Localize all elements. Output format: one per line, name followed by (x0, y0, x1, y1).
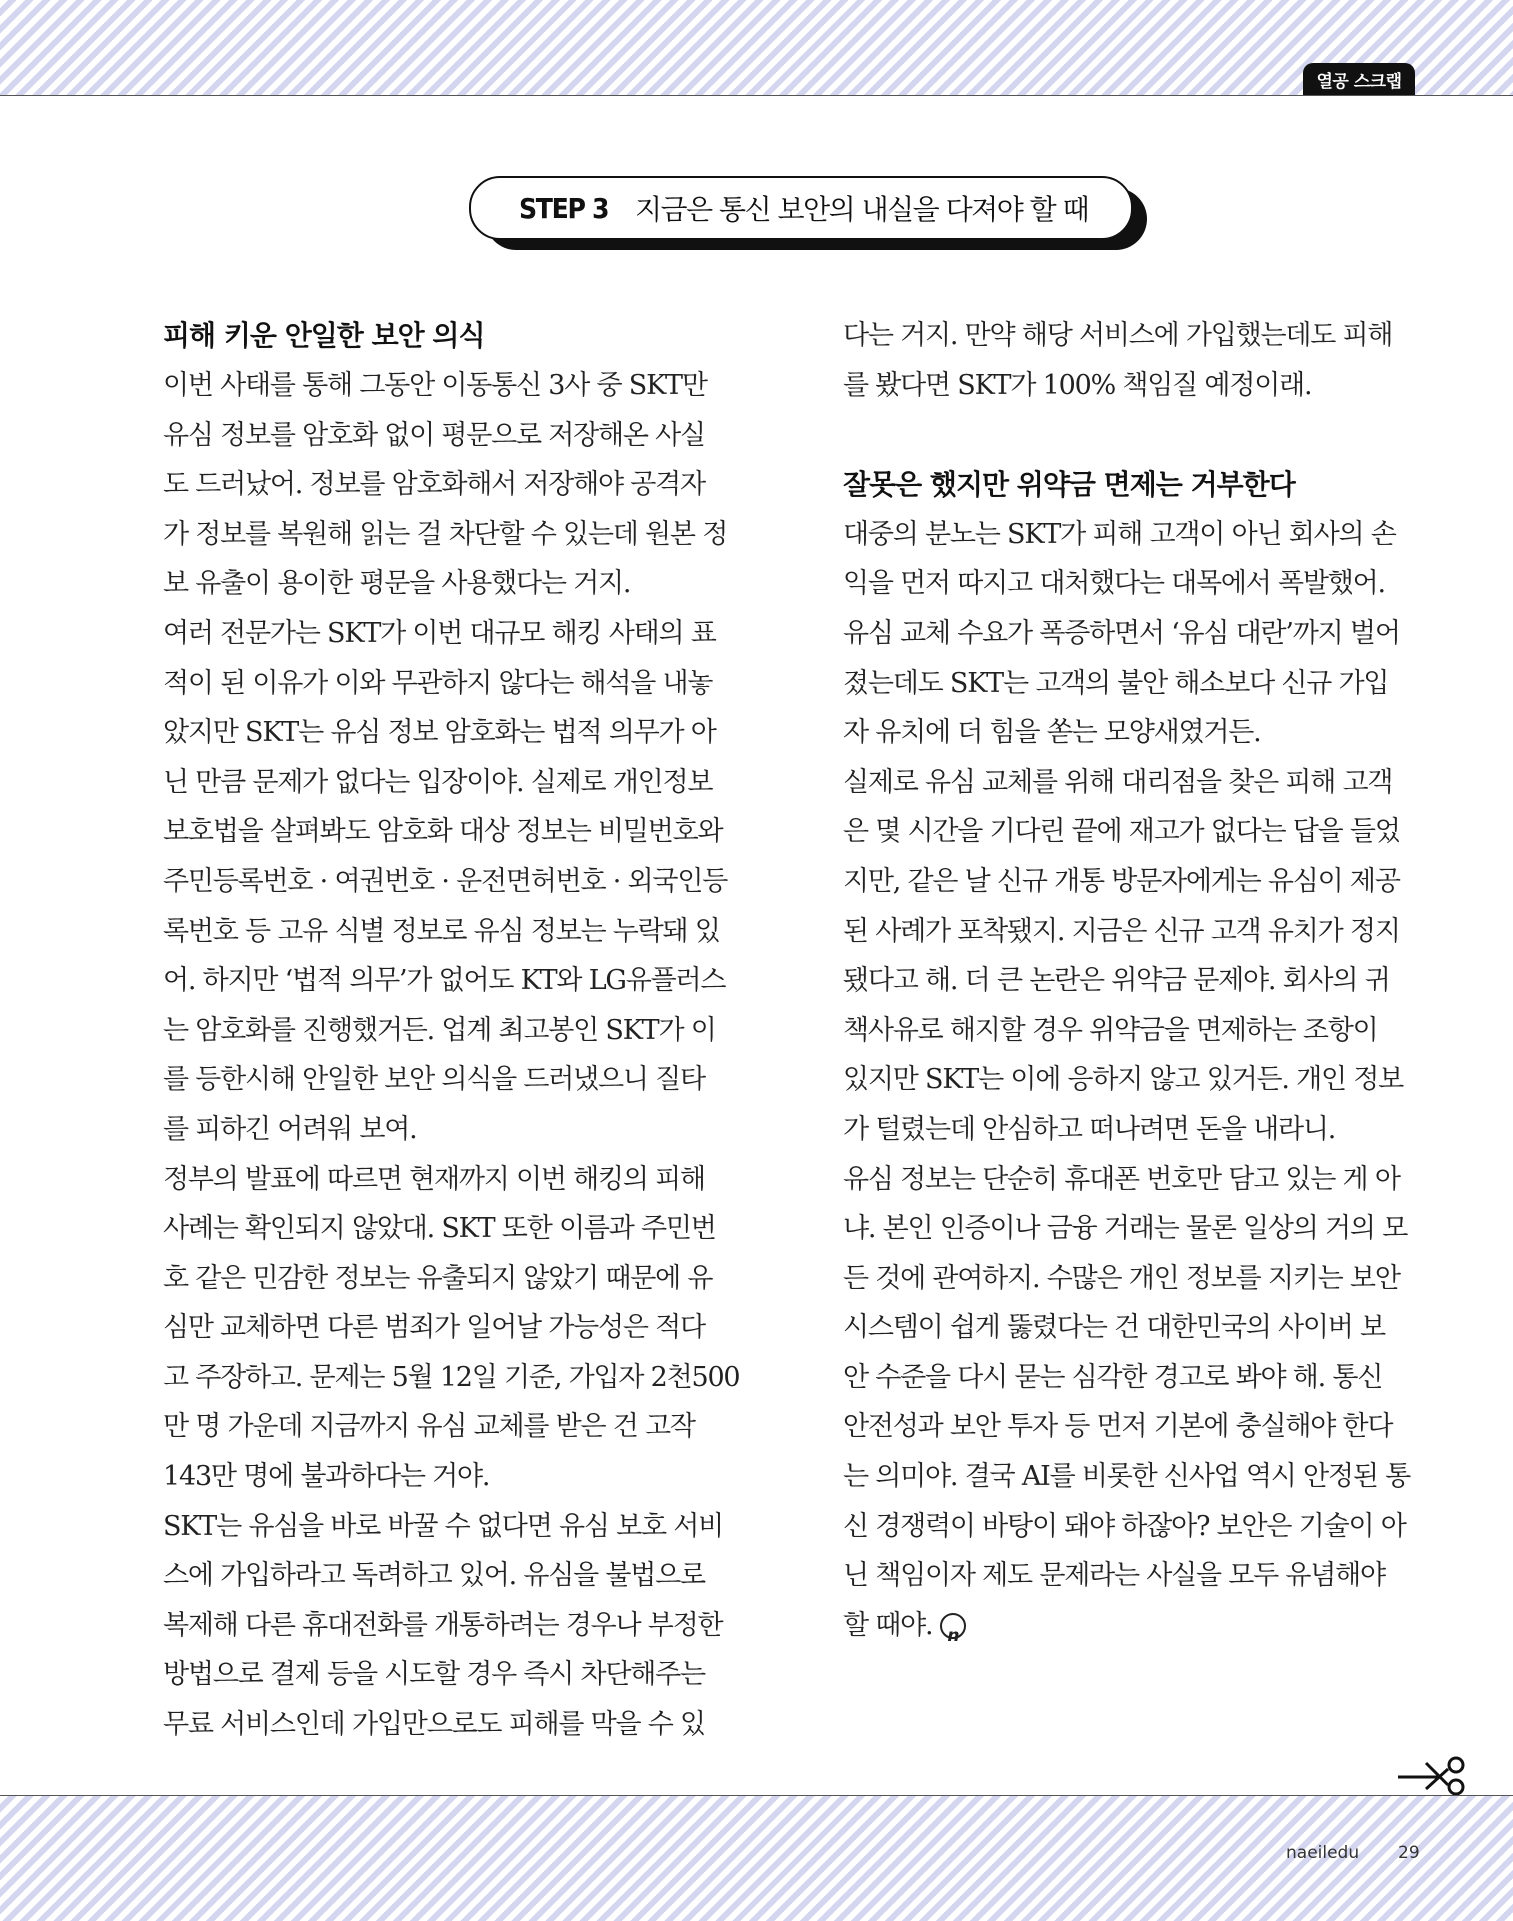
body-line: 신 경쟁력이 바탕이 돼야 하잖아? 보안은 기술이 아 (843, 1510, 1406, 1542)
closing-text: 할 때야. (843, 1609, 933, 1641)
section-heading: 잘못은 했지만 위약금 면제는 거부한다 (843, 467, 1295, 501)
body-line: 적이 된 이유가 이와 무관하지 않다는 해석을 내놓 (163, 667, 713, 699)
body-line: 보호법을 살펴봐도 암호화 대상 정보는 비밀번호와 (163, 816, 723, 848)
body-line: 복제해 다른 휴대전화를 개통하려는 경우나 부정한 (163, 1609, 723, 1641)
body-line: 정부의 발표에 따르면 현재까지 이번 해킹의 피해 (163, 1163, 705, 1195)
body-line: 졌는데도 SKT는 고객의 불안 해소보다 신규 가입 (843, 667, 1389, 699)
body-line: 는 의미야. 결국 AI를 비롯한 신사업 역시 안정된 통 (843, 1461, 1410, 1493)
body-line: 든 것에 관여하지. 수많은 개인 정보를 지키는 보안 (843, 1262, 1400, 1294)
body-line: 여러 전문가는 SKT가 이번 대규모 해킹 사태의 표 (163, 617, 716, 649)
body-line: 록번호 등 고유 식별 정보로 유심 정보는 누락돼 있 (163, 915, 720, 947)
body-line: 방법으로 결제 등을 시도할 경우 즉시 차단해주는 (163, 1659, 705, 1691)
body-line: 만 명 가운데 지금까지 유심 교체를 받은 건 고작 (163, 1411, 695, 1443)
body-line: 다는 거지. 만약 해당 서비스에 가입했는데도 피해 (843, 320, 1393, 351)
page-number: 29 (1398, 1843, 1420, 1863)
body-line: 이번 사태를 통해 그동안 이동통신 3사 중 SKT만 (163, 370, 707, 401)
body-line: 자 유치에 더 힘을 쏟는 모양새였거든. (843, 717, 1261, 749)
body-line: 심만 교체하면 다른 범죄가 일어날 가능성은 적다 (163, 1312, 705, 1344)
body-line: 고 주장하고. 문제는 5월 12일 기준, 가입자 2천500 (163, 1361, 740, 1393)
step-banner (469, 176, 1133, 240)
publication-name: naeiledu (1286, 1843, 1360, 1863)
body-line: 됐다고 해. 더 큰 논란은 위약금 문제야. 회사의 귀 (843, 965, 1390, 997)
body-line: SKT는 유심을 바로 바꿀 수 없다면 유심 보호 서비 (163, 1510, 724, 1542)
body-line: 된 사례가 포착됐지. 지금은 신규 고객 유치가 정지 (843, 915, 1400, 947)
body-line: 를 피하긴 어려워 보여. (163, 1113, 417, 1145)
left-body-text (163, 361, 743, 1750)
right-column (843, 311, 1423, 1650)
body-line: 무료 서비스인데 가입만으로도 피해를 막을 수 있 (163, 1709, 705, 1741)
body-line: 안 수준을 다시 묻는 심각한 경고로 봐야 해. 통신 (843, 1361, 1383, 1393)
left-column (163, 311, 743, 1750)
right-body-text-top (843, 311, 1423, 410)
body-line: 143만 명에 불과하다는 거야. (163, 1461, 490, 1493)
body-line: 았지만 SKT는 유심 정보 암호화는 법적 의무가 아 (163, 717, 716, 749)
body-line: 냐. 본인 인증이나 금융 거래는 물론 일상의 거의 모 (843, 1213, 1408, 1245)
body-line: 실제로 유심 교체를 위해 대리점을 찾은 피해 고객 (843, 766, 1393, 798)
body-line: 주민등록번호 · 여권번호 · 운전면허번호 · 외국인등 (163, 865, 728, 897)
body-line: 책사유로 해지할 경우 위약금을 면제하는 조항이 (843, 1014, 1378, 1046)
step-number: STEP 3 (518, 191, 609, 225)
body-line: 스에 가입하라고 독려하고 있어. 유심을 불법으로 (163, 1560, 705, 1592)
body-line: 유심 교체 수요가 폭증하면서 ‘유심 대란’까지 벌어 (843, 617, 1400, 649)
body-line: 호 같은 민감한 정보는 유출되지 않았기 때문에 유 (163, 1262, 713, 1294)
body-line: 안전성과 보안 투자 등 먼저 기본에 충실해야 한다 (843, 1411, 1393, 1443)
body-line (843, 1601, 1423, 1651)
body-line: 를 등한시해 안일한 보안 의식을 드러냈으니 질타 (163, 1064, 705, 1096)
body-line: 은 몇 시간을 기다린 끝에 재고가 없다는 답을 들었 (843, 816, 1400, 848)
body-line: 닌 만큼 문제가 없다는 입장이야. 실제로 개인정보 (163, 766, 713, 798)
body-line: 보 유출이 용이한 평문을 사용했다는 거지. (163, 568, 631, 600)
right-body-text (843, 510, 1423, 1601)
body-line: 가 털렸는데 안심하고 떠나려면 돈을 내라니. (843, 1113, 1336, 1145)
body-line: 도 드러났어. 정보를 암호화해서 저장해야 공격자 (163, 469, 705, 501)
body-line: 지만, 같은 날 신규 개통 방문자에게는 유심이 제공 (843, 865, 1400, 897)
section-tag: 열공 스크랩 (1303, 63, 1415, 95)
body-line: 닌 책임이자 제도 문제라는 사실을 모두 유념해야 (843, 1560, 1385, 1592)
body-line: 어. 하지만 ‘법적 의무’가 없어도 KT와 LG유플러스 (163, 965, 726, 997)
top-stripe-band (0, 0, 1513, 96)
section-heading: 피해 키운 안일한 보안 의식 (163, 319, 485, 352)
body-line: 유심 정보는 단순히 휴대폰 번호만 담고 있는 게 아 (843, 1163, 1400, 1195)
body-line: 가 정보를 복원해 읽는 걸 차단할 수 있는데 원본 정 (163, 518, 728, 550)
step-title: 지금은 통신 보안의 내실을 다져야 할 때 (634, 193, 1089, 226)
body-line: 는 암호화를 진행했거든. 업계 최고봉인 SKT가 이 (163, 1014, 716, 1046)
body-line: 익을 먼저 따지고 대처했다는 대목에서 폭발했어. (843, 568, 1385, 600)
body-line: 사례는 확인되지 않았대. SKT 또한 이름과 주민번 (163, 1213, 716, 1245)
body-line: 를 봤다면 SKT가 100% 책임질 예정이래. (843, 369, 1312, 401)
body-line: 대중의 분노는 SKT가 피해 고객이 아닌 회사의 손 (843, 518, 1396, 550)
body-line: 유심 정보를 암호화 없이 평문으로 저장해온 사실 (163, 419, 705, 451)
body-line: 있지만 SKT는 이에 응하지 않고 있거든. 개인 정보 (843, 1064, 1404, 1096)
end-mark-icon (940, 1613, 966, 1639)
body-line: 시스템이 쉽게 뚫렸다는 건 대한민국의 사이버 보 (843, 1312, 1385, 1344)
scissors-icon (1398, 1755, 1478, 1795)
